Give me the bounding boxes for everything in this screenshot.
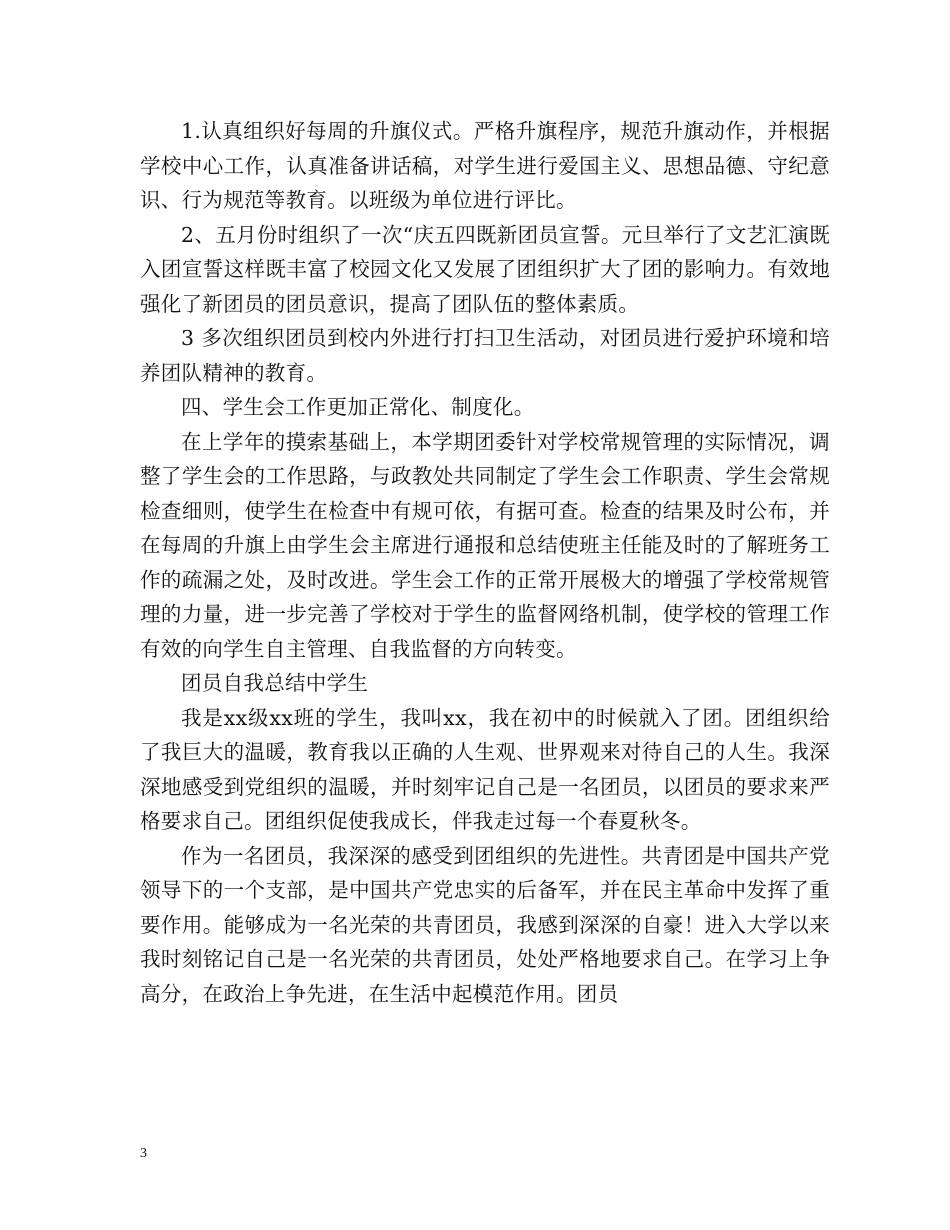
paragraph-flag-raising: 1.认真组织好每周的升旗仪式。严格升旗程序，规范升旗动作，并根据学校中心工作，认真准备讲话稿，对学生进行爱国主义、思想品德、守纪意识、行为规范等教育。以班级为单位进行评比。 (140, 119, 830, 212)
document-body (140, 114, 830, 1011)
section-heading-student-union: 四、学生会工作更加正常化、制度化。 (181, 395, 535, 419)
paragraph-may-fourth: 2、五月份时组织了一次“庆五四既新团员宣誓。元旦举行了文艺汇演既入团宣誓这样既丰富了校园文化又发展了团组织扩大了团的影响力。有效地强化了新团员的团员意识，提高了团队伍的整体素质。 (140, 222, 830, 316)
page-number: 3 (140, 1146, 147, 1161)
paragraph-introduction: 我是xx级xx班的学生，我叫xx，我在初中的时候就入了团。团组织给了我巨大的温暖，教育我以正确的人生观、世界观来对待自己的人生。我深深地感受到党组织的温暖，并时刻牢记自己是一名团员，以团员的要求来严格要求自己。团组织促使我成长，伴我走过每一个春夏秋冬。 (140, 705, 830, 833)
paragraph-cleaning-activity: 3 多次组织团员到校内外进行打扫卫生活动，对团员进行爱护环境和培养团队精神的教育。 (140, 326, 830, 385)
paragraph-student-union: 在上学年的摸索基础上，本学期团委针对学校常规管理的实际情况，调整了学生会的工作思路，与政教处共同制定了学生会工作职责、学生会常规检查细则，使学生在检查中有规可依，有据可查。检查的结果及时公布，并在每周的升旗上由学生会主席进行通报和总结使班主任能及时的了解班务工作的疏漏之处，及时改进。学生会工作的正常开展极大的增强了学校常规管理的力量，进一步完善了学校对于学生的监督网络机制，使学校的管理工作有效的向学生自主管理、自我监督的方向转变。 (140, 429, 830, 661)
title-self-summary: 团员自我总结中学生 (181, 671, 369, 695)
paragraph-league-member: 作为一名团员，我深深的感受到团组织的先进性。共青团是中国共产党领导下的一个支部，是中国共产党忠实的后备军，并在民主革命中发挥了重要作用。能够成为一名光荣的共青团员，我感到深深的自豪！进入大学以来我时刻铭记自己是一名光荣的共青团员，处处严格地要求自己。在学习上争高分，在政治上争先进，在生活中起模范作用。团员 (140, 843, 830, 1006)
